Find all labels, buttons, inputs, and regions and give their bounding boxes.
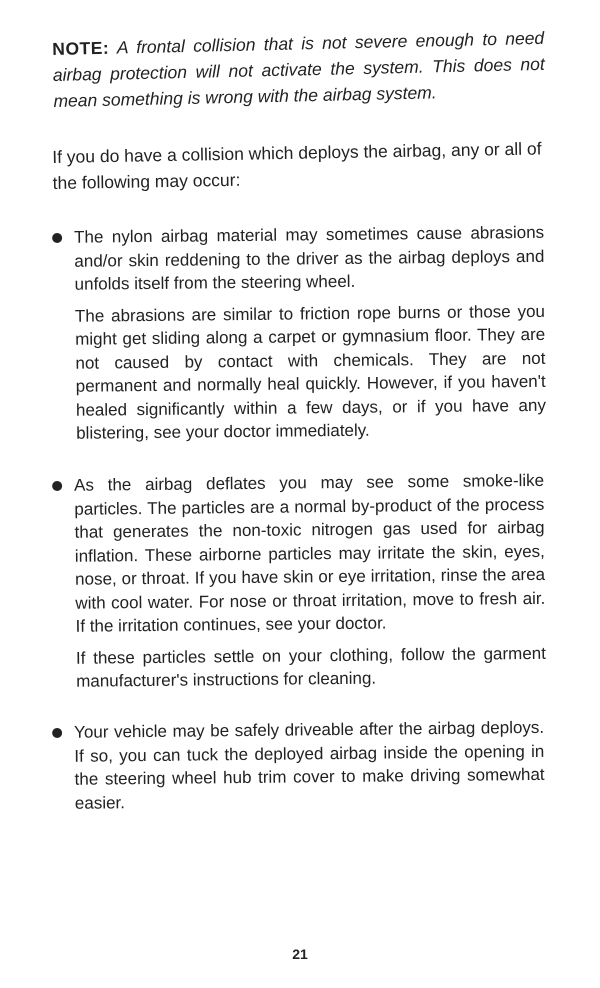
bullet-paragraph: If these particles settle on your clothing, follow the garment manufacturer's instructions for cleaning. bbox=[75, 642, 546, 691]
intro-paragraph: If you do have a collision which deploys the airbag, any or all of the following may occur: bbox=[52, 138, 542, 193]
bullet-dot-icon bbox=[52, 233, 62, 243]
bullet-paragraph: As the airbag deflates you may see some smoke-like particles. The particles are a normal by-product of the process that generates the non-toxic nitrogen gas used for airbag inflation. These airborne particles may irritate the skin, eyes, nose, or throat. If you have skin or eye irritation, rinse the area with cool water. For nose or throat irritation, move to fresh air. If the irritation continues, see your doctor. bbox=[74, 470, 546, 636]
bullet-paragraph: The abrasions are similar to friction rope burns or those you might get sliding along a carpet or gymnasium floor. They are not caused by contact with chemicals. They are not permanent and normally heal quickly. However, if you haven't healed significantly within a few days, or if you have any blistering, see your doctor immediately. bbox=[74, 301, 546, 443]
note-paragraph bbox=[52, 25, 546, 114]
bullet-list bbox=[52, 222, 546, 815]
note-label: NOTE: bbox=[52, 37, 110, 59]
bullet-paragraph: Your vehicle may be safely driveable after the airbag deploys. If so, you can tuck the deployed airbag inside the opening in the steering wheel hub trim cover to make driving somewhat easier. bbox=[74, 717, 545, 813]
note-text: A frontal collision that is not severe enough to need airbag protection will not activate the system. This does not mean something is wrong with the airbag system. bbox=[52, 27, 545, 111]
bullet-item bbox=[52, 716, 545, 815]
page-number: 21 bbox=[292, 946, 308, 962]
bullet-dot-icon bbox=[52, 480, 62, 490]
bullet-dot-icon bbox=[52, 728, 62, 738]
bullet-paragraph: The nylon airbag material may sometimes cause abrasions and/or skin reddening to the driver as the airbag deploys and unfolds itself from the steering wheel. bbox=[74, 222, 545, 294]
bullet-item bbox=[52, 468, 546, 693]
bullet-item bbox=[52, 221, 546, 446]
